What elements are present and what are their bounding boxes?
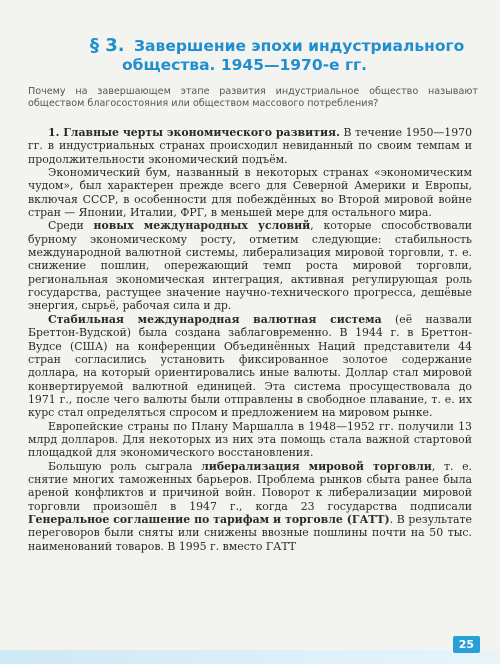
paragraph-6-text: . В результате переговоров были сняты или снижены ввозные пошлины почти на 50 тыс. наименований товаров. В 1995 г. вместо ГАТТ bbox=[28, 512, 472, 553]
section-title-line1: Завершение эпохи индустриального bbox=[134, 37, 465, 55]
paragraph-4 bbox=[28, 313, 472, 420]
paragraph-3-text: , которые способствовали бурному экономическому росту, отметим следующие: стабильность международной валютной системы, либерализация мировой торговли, т. е. снижение пошлин, опережающий темп роста мировой торговли, региональная экономическая интеграция, активная регулирующая роль государства, растущее значение научно-технического прогресса, дешёвые энергия, сырьё, рабочая сила и др. bbox=[28, 219, 472, 313]
paragraph-1 bbox=[28, 126, 472, 166]
section-title-line2: общества. 1945—1970-е гг. bbox=[122, 56, 368, 74]
term-currency-system: Стабильная международная валютная система bbox=[48, 312, 382, 326]
paragraph-3-pre: Среди bbox=[48, 219, 94, 233]
paragraph-5: Европейские страны по Плану Маршалла в 1948—1952 гг. получили 13 млрд долларов. Для некоторых из них эта помощь стала важной стартовой площадкой для экономического восстановления. bbox=[28, 419, 472, 460]
body-text bbox=[28, 126, 472, 553]
term-trade-liberalization: либерализация мировой торговли bbox=[201, 459, 432, 473]
section-number: § 3. bbox=[90, 35, 125, 56]
paragraph-3 bbox=[28, 219, 472, 312]
page-number: 25 bbox=[453, 636, 480, 653]
term-new-conditions: новых международных условий bbox=[93, 219, 311, 233]
paragraph-4-text: (её назвали Бреттон-Вудской) была создана заблаговременно. В 1944 г. в Бреттон-Вудсе (США) на конференции Объединённых Наций представители 44 стран согласились установить фиксированное золотое содержание доллара, на который ориентировались иные валюты. Доллар стал мировой конвертируемой валютной единицей. Эта система просуществовала до 1971 г., после чего валюты были отправлены в свободное плавание, т. е. их курс стал определяться спросом и предложением на мировом рынке. bbox=[28, 312, 472, 420]
paragraph-6-pre: Большую роль сыграла bbox=[48, 459, 202, 473]
term-gatt: Генеральное соглашение по тарифам и торговле (ГАТТ) bbox=[28, 512, 390, 526]
subheading-1: 1. Главные черты экономического развития. bbox=[48, 126, 340, 139]
paragraph-1-text: В течение 1950—1970 гг. в индустриальных странах происходил невиданный по своим темпам и продолжительности экономический подъём. bbox=[28, 126, 472, 166]
bottom-strip bbox=[0, 650, 500, 664]
paragraph-6 bbox=[28, 460, 472, 553]
paragraph-6-mid: , т. е. снятие многих таможенных барьеров. Проблема рынков сбыта ранее была ареной конфликтов и причиной войн. Поворот к либерализации мировой торговли произошёл в 1947 г., когда 23 государства подписали bbox=[28, 459, 472, 513]
section-heading bbox=[90, 36, 470, 75]
intro-question: Почему на завершающем этапе развития индустриальное общество называют обществом благосостояния или обществом массового потребления? bbox=[28, 86, 478, 110]
paragraph-2: Экономический бум, названный в некоторых странах «экономическим чудом», был характерен прежде всего для Северной Америки и Европы, включая СССР, в особенности для побеждённых во Второй мировой войне стран — Японии, Италии, ФРГ, в меньшей мере для остального мира. bbox=[28, 166, 472, 220]
